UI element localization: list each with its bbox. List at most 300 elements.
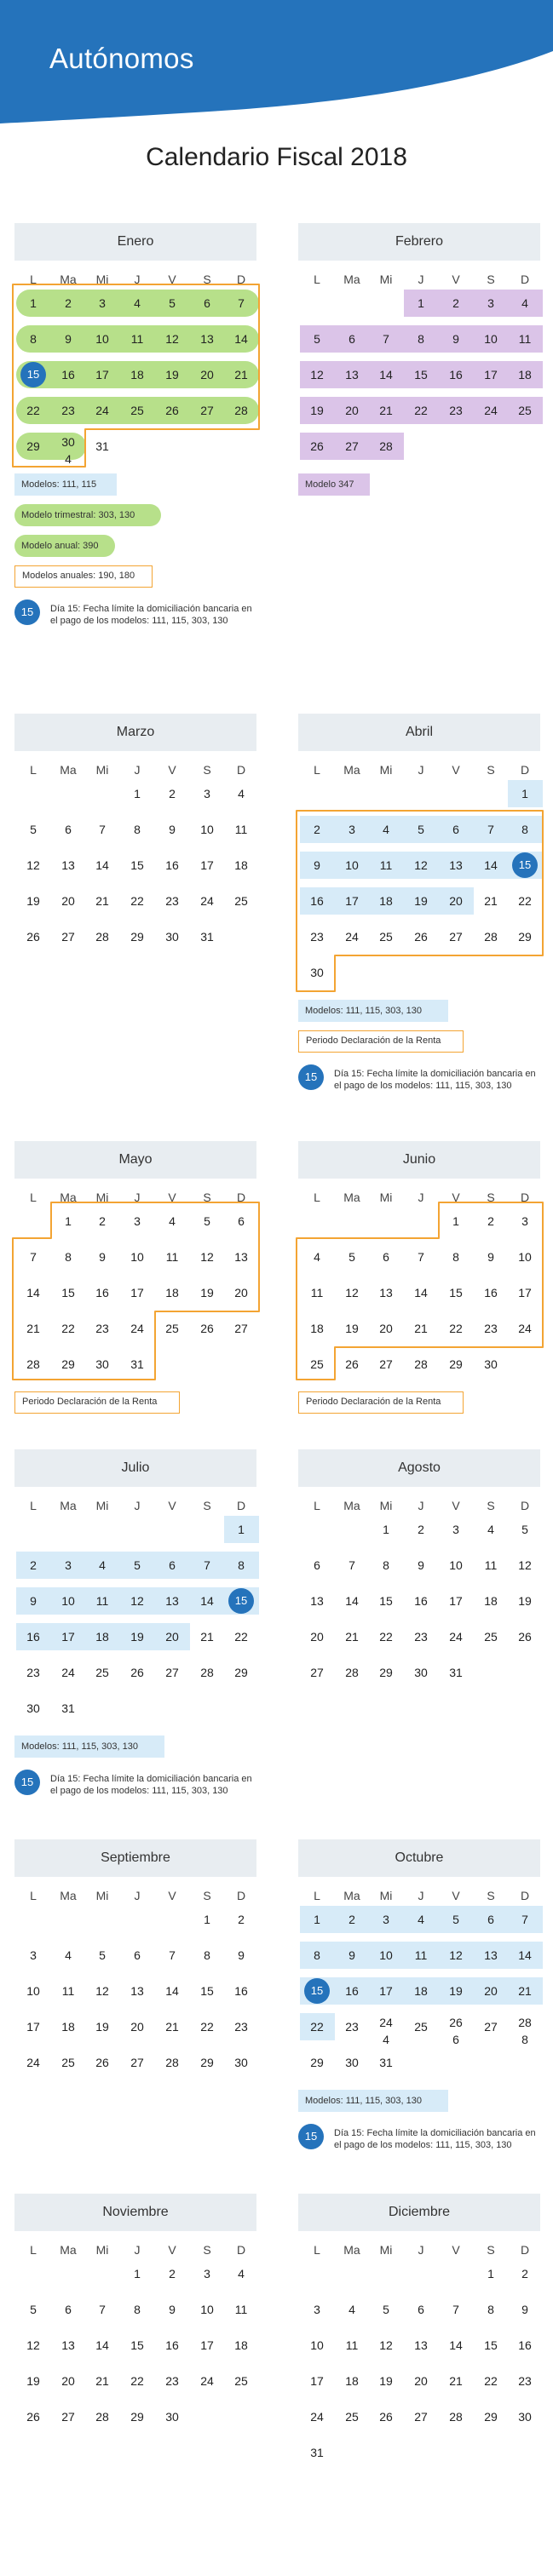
calendar-day[interactable]: 6 bbox=[65, 823, 72, 836]
calendar-day[interactable]: 29 bbox=[130, 930, 144, 944]
calendar-day[interactable]: 1 bbox=[65, 1214, 72, 1228]
deadline-day-circle[interactable]: 15 bbox=[228, 1588, 254, 1614]
calendar-day[interactable]: 4 bbox=[314, 1250, 320, 1264]
calendar-day[interactable]: 27 bbox=[200, 404, 214, 417]
calendar-day[interactable]: 25 bbox=[414, 2020, 428, 2034]
calendar-day[interactable]: 5 bbox=[99, 1948, 106, 1962]
calendar-day[interactable]: 18 bbox=[234, 858, 248, 872]
calendar-day[interactable]: 23 bbox=[95, 1322, 109, 1335]
calendar-day[interactable]: 24 bbox=[61, 1666, 75, 1679]
calendar-day[interactable]: 25 bbox=[95, 1666, 109, 1679]
calendar-day[interactable]: 5 bbox=[418, 823, 424, 836]
calendar-day[interactable]: 26 bbox=[26, 2410, 40, 2424]
calendar-day[interactable]: 15 bbox=[200, 1984, 214, 1998]
calendar-day[interactable]: 29 bbox=[234, 1666, 248, 1679]
calendar-day[interactable]: 19 bbox=[379, 2374, 393, 2388]
calendar-day[interactable]: 6 bbox=[204, 296, 210, 310]
calendar-day[interactable]: 5 bbox=[452, 1913, 459, 1926]
calendar-day[interactable]: 24 bbox=[95, 404, 109, 417]
calendar-day[interactable]: 17 bbox=[484, 368, 498, 382]
calendar-day[interactable]: 9 bbox=[169, 823, 176, 836]
calendar-day[interactable]: 9 bbox=[521, 2303, 528, 2316]
calendar-day[interactable]: 1 bbox=[238, 1523, 245, 1536]
calendar-day[interactable]: 6 bbox=[487, 1913, 494, 1926]
calendar-day[interactable]: 31 bbox=[200, 930, 214, 944]
calendar-day[interactable]: 17 bbox=[379, 1984, 393, 1998]
calendar-day[interactable]: 7 bbox=[238, 296, 245, 310]
calendar-day[interactable]: 11 bbox=[165, 1250, 179, 1264]
calendar-day[interactable]: 24 bbox=[518, 1322, 532, 1335]
calendar-day[interactable]: 11 bbox=[484, 1558, 498, 1572]
calendar-day[interactable]: 1 bbox=[383, 1523, 389, 1536]
calendar-day[interactable]: 4 bbox=[521, 296, 528, 310]
calendar-day[interactable]: 11 bbox=[95, 1594, 109, 1608]
calendar-day[interactable]: 2 bbox=[349, 1913, 355, 1926]
calendar-day[interactable]: 5 bbox=[521, 1523, 528, 1536]
calendar-day[interactable]: 22 bbox=[130, 2374, 144, 2388]
calendar-day[interactable]: 30 bbox=[26, 1701, 40, 1715]
calendar-day[interactable]: 10 bbox=[518, 1250, 532, 1264]
calendar-day[interactable]: 13 bbox=[234, 1250, 248, 1264]
calendar-day[interactable]: 1 bbox=[487, 2267, 494, 2281]
calendar-day[interactable]: 17 bbox=[200, 858, 214, 872]
calendar-day[interactable]: 23 bbox=[449, 404, 463, 417]
calendar-day[interactable]: 5 bbox=[169, 296, 176, 310]
calendar-day[interactable]: 22 bbox=[518, 894, 532, 908]
calendar-day[interactable]: 1 bbox=[314, 1913, 320, 1926]
calendar-day[interactable]: 21 bbox=[345, 1630, 359, 1644]
calendar-day[interactable]: 19 bbox=[130, 1630, 144, 1644]
deadline-day-circle[interactable]: 15 bbox=[512, 852, 538, 878]
calendar-day[interactable]: 14 bbox=[414, 1286, 428, 1299]
calendar-day[interactable]: 30 bbox=[61, 435, 75, 449]
calendar-day[interactable]: 26 bbox=[310, 439, 324, 453]
calendar-day[interactable]: 12 bbox=[165, 332, 179, 346]
calendar-day[interactable]: 12 bbox=[95, 1984, 109, 1998]
calendar-day[interactable]: 15 bbox=[130, 2338, 144, 2352]
calendar-day[interactable]: 12 bbox=[200, 1250, 214, 1264]
calendar-day[interactable]: 3 bbox=[314, 2303, 320, 2316]
calendar-day[interactable]: 8 bbox=[238, 1558, 245, 1572]
calendar-day[interactable]: 21 bbox=[26, 1322, 40, 1335]
calendar-day[interactable]: 23 bbox=[414, 1630, 428, 1644]
calendar-day[interactable]: 27 bbox=[61, 930, 75, 944]
calendar-day[interactable]: 11 bbox=[310, 1286, 324, 1299]
calendar-day[interactable]: 21 bbox=[484, 894, 498, 908]
calendar-day[interactable]: 26 bbox=[95, 2056, 109, 2069]
calendar-day[interactable]: 2 bbox=[30, 1558, 37, 1572]
calendar-day[interactable]: 5 bbox=[349, 1250, 355, 1264]
calendar-day[interactable]: 12 bbox=[345, 1286, 359, 1299]
calendar-day[interactable]: 25 bbox=[61, 2056, 75, 2069]
calendar-day[interactable]: 14 bbox=[26, 1286, 40, 1299]
calendar-day[interactable]: 16 bbox=[345, 1984, 359, 1998]
calendar-day[interactable]: 6 bbox=[452, 823, 459, 836]
calendar-day[interactable]: 6 bbox=[383, 1250, 389, 1264]
calendar-day[interactable]: 3 bbox=[349, 823, 355, 836]
calendar-day[interactable]: 26 bbox=[130, 1666, 144, 1679]
calendar-day[interactable]: 8 bbox=[383, 1558, 389, 1572]
calendar-day[interactable]: 11 bbox=[130, 332, 144, 346]
calendar-day[interactable]: 10 bbox=[345, 858, 359, 872]
calendar-day[interactable]: 29 bbox=[61, 1357, 75, 1371]
calendar-day[interactable]: 28 bbox=[234, 404, 248, 417]
calendar-day[interactable]: 2 bbox=[169, 2267, 176, 2281]
calendar-day[interactable]: 28 bbox=[165, 2056, 179, 2069]
calendar-day[interactable]: 8 bbox=[134, 823, 141, 836]
calendar-day[interactable]: 2 bbox=[314, 823, 320, 836]
deadline-day-circle[interactable]: 15 bbox=[304, 1978, 330, 2004]
calendar-day[interactable]: 2 bbox=[521, 2267, 528, 2281]
calendar-day[interactable]: 14 bbox=[234, 332, 248, 346]
calendar-day[interactable]: 3 bbox=[383, 1913, 389, 1926]
calendar-day[interactable]: 2 bbox=[65, 296, 72, 310]
calendar-day[interactable]: 18 bbox=[345, 2374, 359, 2388]
calendar-day[interactable]: 14 bbox=[379, 368, 393, 382]
calendar-day[interactable]: 10 bbox=[26, 1984, 40, 1998]
calendar-day[interactable]: 16 bbox=[165, 858, 179, 872]
calendar-day[interactable]: 9 bbox=[418, 1558, 424, 1572]
calendar-day[interactable]: 4 bbox=[238, 2267, 245, 2281]
calendar-day[interactable]: 14 bbox=[484, 858, 498, 872]
calendar-day[interactable]: 28 bbox=[484, 930, 498, 944]
calendar-day[interactable]: 5 bbox=[30, 2303, 37, 2316]
calendar-day[interactable]: 28 bbox=[449, 2410, 463, 2424]
calendar-day[interactable]: 14 bbox=[165, 1984, 179, 1998]
calendar-day[interactable]: 1 bbox=[204, 1913, 210, 1926]
calendar-day[interactable]: 5 bbox=[30, 823, 37, 836]
calendar-day[interactable]: 18 bbox=[379, 894, 393, 908]
calendar-day[interactable]: 5 bbox=[314, 332, 320, 346]
calendar-day[interactable]: 14 bbox=[518, 1948, 532, 1962]
calendar-day[interactable]: 20 bbox=[310, 1630, 324, 1644]
calendar-day[interactable]: 13 bbox=[449, 858, 463, 872]
calendar-day[interactable]: 12 bbox=[449, 1948, 463, 1962]
calendar-day[interactable]: 27 bbox=[165, 1666, 179, 1679]
calendar-day[interactable]: 6 bbox=[238, 1214, 245, 1228]
calendar-day[interactable]: 4 bbox=[418, 1913, 424, 1926]
calendar-day[interactable]: 30 bbox=[484, 1357, 498, 1371]
calendar-day[interactable]: 11 bbox=[234, 2303, 248, 2316]
calendar-day[interactable]: 7 bbox=[383, 332, 389, 346]
calendar-day[interactable]: 25 bbox=[379, 930, 393, 944]
calendar-day[interactable]: 14 bbox=[345, 1594, 359, 1608]
calendar-day[interactable]: 20 bbox=[234, 1286, 248, 1299]
calendar-day[interactable]: 7 bbox=[169, 1948, 176, 1962]
calendar-day[interactable]: 24 bbox=[345, 930, 359, 944]
calendar-day[interactable]: 7 bbox=[99, 2303, 106, 2316]
calendar-day[interactable]: 25 bbox=[234, 2374, 248, 2388]
calendar-day[interactable]: 7 bbox=[99, 823, 106, 836]
calendar-day[interactable]: 19 bbox=[26, 2374, 40, 2388]
calendar-day[interactable]: 10 bbox=[130, 1250, 144, 1264]
calendar-day[interactable]: 21 bbox=[95, 894, 109, 908]
calendar-day[interactable]: 20 bbox=[61, 894, 75, 908]
calendar-day[interactable]: 8 bbox=[30, 332, 37, 346]
calendar-day[interactable]: 8 bbox=[65, 1250, 72, 1264]
calendar-day[interactable]: 15 bbox=[379, 1594, 393, 1608]
calendar-day[interactable]: 27 bbox=[234, 1322, 248, 1335]
calendar-day[interactable]: 28 bbox=[26, 1357, 40, 1371]
calendar-day[interactable]: 1 bbox=[521, 787, 528, 800]
calendar-day[interactable]: 17 bbox=[95, 368, 109, 382]
calendar-day[interactable]: 27 bbox=[345, 439, 359, 453]
calendar-day[interactable]: 26 bbox=[449, 2016, 463, 2029]
calendar-day[interactable]: 24 bbox=[379, 2016, 393, 2029]
calendar-day[interactable]: 3 bbox=[521, 1214, 528, 1228]
calendar-day[interactable]: 20 bbox=[379, 1322, 393, 1335]
calendar-day[interactable]: 20 bbox=[345, 404, 359, 417]
calendar-day[interactable]: 29 bbox=[310, 2056, 324, 2069]
calendar-day[interactable]: 1 bbox=[134, 787, 141, 800]
calendar-day[interactable]: 2 bbox=[169, 787, 176, 800]
calendar-day[interactable]: 14 bbox=[449, 2338, 463, 2352]
calendar-day[interactable]: 19 bbox=[200, 1286, 214, 1299]
calendar-day[interactable]: 16 bbox=[484, 1286, 498, 1299]
calendar-day[interactable]: 27 bbox=[484, 2020, 498, 2034]
calendar-day[interactable]: 27 bbox=[414, 2410, 428, 2424]
calendar-day[interactable]: 13 bbox=[61, 2338, 75, 2352]
calendar-day[interactable]: 23 bbox=[345, 2020, 359, 2034]
calendar-day[interactable]: 21 bbox=[234, 368, 248, 382]
calendar-day[interactable]: 11 bbox=[518, 332, 532, 346]
calendar-day[interactable]: 13 bbox=[310, 1594, 324, 1608]
calendar-day[interactable]: 26 bbox=[165, 404, 179, 417]
calendar-day[interactable]: 29 bbox=[26, 439, 40, 453]
calendar-day[interactable]: 9 bbox=[452, 332, 459, 346]
calendar-day[interactable]: 30 bbox=[165, 2410, 179, 2424]
calendar-day[interactable]: 12 bbox=[310, 368, 324, 382]
calendar-day[interactable]: 9 bbox=[314, 858, 320, 872]
calendar-day[interactable]: 20 bbox=[484, 1984, 498, 1998]
calendar-day[interactable]: 10 bbox=[200, 2303, 214, 2316]
calendar-day[interactable]: 6 bbox=[349, 332, 355, 346]
calendar-day[interactable]: 18 bbox=[484, 1594, 498, 1608]
calendar-day[interactable]: 26 bbox=[379, 2410, 393, 2424]
calendar-day[interactable]: 17 bbox=[61, 1630, 75, 1644]
calendar-day[interactable]: 15 bbox=[61, 1286, 75, 1299]
calendar-day[interactable]: 13 bbox=[345, 368, 359, 382]
calendar-day[interactable]: 31 bbox=[449, 1666, 463, 1679]
calendar-day[interactable]: 3 bbox=[65, 1558, 72, 1572]
calendar-day[interactable]: 10 bbox=[95, 332, 109, 346]
calendar-day[interactable]: 8 bbox=[204, 1948, 210, 1962]
calendar-day[interactable]: 28 bbox=[95, 930, 109, 944]
calendar-day[interactable]: 3 bbox=[487, 296, 494, 310]
calendar-day[interactable]: 7 bbox=[418, 1250, 424, 1264]
calendar-day[interactable]: 22 bbox=[234, 1630, 248, 1644]
calendar-day[interactable]: 28 bbox=[95, 2410, 109, 2424]
calendar-day[interactable]: 20 bbox=[165, 1630, 179, 1644]
calendar-day[interactable]: 4 bbox=[487, 1523, 494, 1536]
calendar-day[interactable]: 16 bbox=[414, 1594, 428, 1608]
calendar-day[interactable]: 22 bbox=[310, 2020, 324, 2034]
calendar-day[interactable]: 8 bbox=[314, 1948, 320, 1962]
calendar-day[interactable]: 2 bbox=[418, 1523, 424, 1536]
calendar-day[interactable]: 22 bbox=[449, 1322, 463, 1335]
calendar-day[interactable]: 21 bbox=[414, 1322, 428, 1335]
calendar-day[interactable]: 4 bbox=[169, 1214, 176, 1228]
calendar-day[interactable]: 17 bbox=[200, 2338, 214, 2352]
calendar-day[interactable]: 9 bbox=[169, 2303, 176, 2316]
calendar-day[interactable]: 11 bbox=[61, 1984, 75, 1998]
calendar-day[interactable]: 29 bbox=[484, 2410, 498, 2424]
calendar-day[interactable]: 8 bbox=[134, 2303, 141, 2316]
calendar-day[interactable]: 23 bbox=[234, 2020, 248, 2034]
calendar-day[interactable]: 31 bbox=[130, 1357, 144, 1371]
calendar-day[interactable]: 31 bbox=[95, 439, 109, 453]
calendar-day[interactable]: 31 bbox=[61, 1701, 75, 1715]
calendar-day[interactable]: 18 bbox=[310, 1322, 324, 1335]
calendar-day[interactable]: 9 bbox=[487, 1250, 494, 1264]
calendar-day[interactable]: 7 bbox=[204, 1558, 210, 1572]
calendar-day[interactable]: 26 bbox=[414, 930, 428, 944]
calendar-day[interactable]: 15 bbox=[484, 2338, 498, 2352]
calendar-day[interactable]: 18 bbox=[414, 1984, 428, 1998]
calendar-day[interactable]: 16 bbox=[449, 368, 463, 382]
calendar-day[interactable]: 16 bbox=[310, 894, 324, 908]
calendar-day[interactable]: 17 bbox=[26, 2020, 40, 2034]
calendar-day[interactable]: 13 bbox=[414, 2338, 428, 2352]
calendar-day[interactable]: 15 bbox=[414, 368, 428, 382]
calendar-day[interactable]: 16 bbox=[26, 1630, 40, 1644]
calendar-day[interactable]: 4 bbox=[99, 1558, 106, 1572]
calendar-day[interactable]: 23 bbox=[484, 1322, 498, 1335]
calendar-day[interactable]: 13 bbox=[200, 332, 214, 346]
calendar-day[interactable]: 3 bbox=[30, 1948, 37, 1962]
calendar-day[interactable]: 28 bbox=[414, 1357, 428, 1371]
calendar-day[interactable]: 25 bbox=[234, 894, 248, 908]
calendar-day[interactable]: 18 bbox=[130, 368, 144, 382]
calendar-day[interactable]: 18 bbox=[234, 2338, 248, 2352]
calendar-day[interactable]: 5 bbox=[134, 1558, 141, 1572]
calendar-day[interactable]: 24 bbox=[200, 2374, 214, 2388]
calendar-day[interactable]: 22 bbox=[379, 1630, 393, 1644]
calendar-day[interactable]: 22 bbox=[61, 1322, 75, 1335]
calendar-day[interactable]: 4 bbox=[238, 787, 245, 800]
calendar-day[interactable]: 25 bbox=[484, 1630, 498, 1644]
calendar-day[interactable]: 30 bbox=[234, 2056, 248, 2069]
calendar-day[interactable]: 7 bbox=[30, 1250, 37, 1264]
calendar-day[interactable]: 16 bbox=[165, 2338, 179, 2352]
calendar-day[interactable]: 5 bbox=[383, 2303, 389, 2316]
calendar-day[interactable]: 31 bbox=[310, 2446, 324, 2459]
calendar-day[interactable]: 22 bbox=[414, 404, 428, 417]
calendar-day[interactable]: 9 bbox=[30, 1594, 37, 1608]
calendar-day[interactable]: 23 bbox=[310, 930, 324, 944]
calendar-day[interactable]: 6 bbox=[65, 2303, 72, 2316]
calendar-day[interactable]: 22 bbox=[200, 2020, 214, 2034]
calendar-day[interactable]: 20 bbox=[130, 2020, 144, 2034]
calendar-day[interactable]: 27 bbox=[130, 2056, 144, 2069]
calendar-day[interactable]: 25 bbox=[345, 2410, 359, 2424]
calendar-day[interactable]: 25 bbox=[518, 404, 532, 417]
calendar-day[interactable]: 21 bbox=[200, 1630, 214, 1644]
calendar-day[interactable]: 19 bbox=[26, 894, 40, 908]
calendar-day[interactable]: 13 bbox=[379, 1286, 393, 1299]
calendar-day[interactable]: 8 bbox=[418, 332, 424, 346]
calendar-day[interactable]: 21 bbox=[95, 2374, 109, 2388]
calendar-day[interactable]: 14 bbox=[95, 858, 109, 872]
calendar-day[interactable]: 26 bbox=[345, 1357, 359, 1371]
calendar-day[interactable]: 1 bbox=[134, 2267, 141, 2281]
calendar-day[interactable]: 30 bbox=[345, 2056, 359, 2069]
calendar-day[interactable]: 27 bbox=[61, 2410, 75, 2424]
calendar-day[interactable]: 11 bbox=[414, 1948, 428, 1962]
calendar-day[interactable]: 9 bbox=[238, 1948, 245, 1962]
calendar-day[interactable]: 3 bbox=[204, 2267, 210, 2281]
calendar-day[interactable]: 28 bbox=[345, 1666, 359, 1679]
calendar-day[interactable]: 2 bbox=[238, 1913, 245, 1926]
calendar-day[interactable]: 24 bbox=[484, 404, 498, 417]
calendar-day[interactable]: 12 bbox=[26, 2338, 40, 2352]
calendar-day[interactable]: 21 bbox=[165, 2020, 179, 2034]
calendar-day[interactable]: 1 bbox=[30, 296, 37, 310]
calendar-day[interactable]: 15 bbox=[449, 1286, 463, 1299]
calendar-day[interactable]: 12 bbox=[130, 1594, 144, 1608]
calendar-day[interactable]: 27 bbox=[449, 930, 463, 944]
calendar-day[interactable]: 8 bbox=[487, 2303, 494, 2316]
calendar-day[interactable]: 27 bbox=[310, 1666, 324, 1679]
calendar-day[interactable]: 12 bbox=[518, 1558, 532, 1572]
calendar-day[interactable]: 17 bbox=[310, 2374, 324, 2388]
calendar-day[interactable]: 12 bbox=[414, 858, 428, 872]
calendar-day[interactable]: 30 bbox=[165, 930, 179, 944]
calendar-day[interactable]: 13 bbox=[61, 858, 75, 872]
calendar-day[interactable]: 13 bbox=[165, 1594, 179, 1608]
calendar-day[interactable]: 6 bbox=[134, 1948, 141, 1962]
calendar-day[interactable]: 12 bbox=[26, 858, 40, 872]
calendar-day[interactable]: 7 bbox=[452, 2303, 459, 2316]
calendar-day[interactable]: 30 bbox=[518, 2410, 532, 2424]
calendar-day[interactable]: 20 bbox=[61, 2374, 75, 2388]
calendar-day[interactable]: 13 bbox=[484, 1948, 498, 1962]
calendar-day[interactable]: 26 bbox=[26, 930, 40, 944]
calendar-day[interactable]: 31 bbox=[379, 2056, 393, 2069]
calendar-day[interactable]: 11 bbox=[379, 858, 393, 872]
calendar-day[interactable]: 2 bbox=[99, 1214, 106, 1228]
calendar-day[interactable]: 24 bbox=[26, 2056, 40, 2069]
calendar-day[interactable]: 20 bbox=[449, 894, 463, 908]
calendar-day[interactable]: 21 bbox=[518, 1984, 532, 1998]
calendar-day[interactable]: 19 bbox=[310, 404, 324, 417]
calendar-day[interactable]: 26 bbox=[200, 1322, 214, 1335]
calendar-day[interactable]: 24 bbox=[200, 894, 214, 908]
calendar-day[interactable]: 6 bbox=[418, 2303, 424, 2316]
calendar-day[interactable]: 10 bbox=[484, 332, 498, 346]
calendar-day[interactable]: 7 bbox=[349, 1558, 355, 1572]
calendar-day[interactable]: 26 bbox=[518, 1630, 532, 1644]
calendar-day[interactable]: 16 bbox=[61, 368, 75, 382]
calendar-day[interactable]: 9 bbox=[349, 1948, 355, 1962]
calendar-day[interactable]: 30 bbox=[414, 1666, 428, 1679]
calendar-day[interactable]: 19 bbox=[414, 894, 428, 908]
calendar-day[interactable]: 30 bbox=[310, 966, 324, 979]
calendar-day[interactable]: 16 bbox=[95, 1286, 109, 1299]
calendar-day[interactable]: 1 bbox=[418, 296, 424, 310]
calendar-day[interactable]: 15 bbox=[130, 858, 144, 872]
calendar-day[interactable]: 29 bbox=[518, 930, 532, 944]
calendar-day[interactable]: 3 bbox=[452, 1523, 459, 1536]
calendar-day[interactable]: 24 bbox=[310, 2410, 324, 2424]
calendar-day[interactable]: 29 bbox=[130, 2410, 144, 2424]
calendar-day[interactable]: 25 bbox=[130, 404, 144, 417]
calendar-day[interactable]: 30 bbox=[95, 1357, 109, 1371]
calendar-day[interactable]: 4 bbox=[349, 2303, 355, 2316]
calendar-day[interactable]: 29 bbox=[200, 2056, 214, 2069]
calendar-day[interactable]: 24 bbox=[449, 1630, 463, 1644]
calendar-day[interactable]: 9 bbox=[99, 1250, 106, 1264]
